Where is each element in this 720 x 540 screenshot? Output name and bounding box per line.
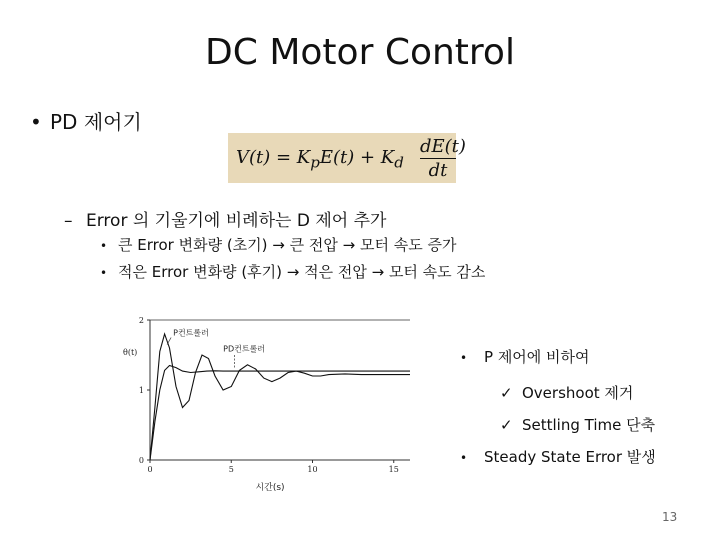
bullet-icon: •	[460, 451, 468, 465]
sub-item-label: 적은 Error 변화량 (후기) → 적은 전압 → 모터 속도 감소	[118, 263, 486, 281]
sub-bullet-d-control	[64, 206, 386, 231]
sub-bullet-label: Error 의 기울기에 비례하는 D 제어 추가	[86, 211, 387, 231]
formula-lhs: $V(t) = K_pE(t) + K_d$	[236, 147, 404, 172]
right-bullet-steady-state	[460, 446, 656, 467]
formula-fraction	[420, 136, 466, 181]
y-tick-label: 1	[138, 386, 144, 395]
sub-item-large-error	[100, 234, 456, 255]
sub-item-small-error	[100, 261, 485, 282]
annotation-pd-controller: PD컨트롤러	[223, 344, 266, 354]
check-settling-time	[500, 414, 655, 435]
fraction-denominator: dt	[428, 160, 448, 181]
check-label: Settling Time 단축	[522, 416, 656, 434]
x-tick-label: 0	[147, 465, 153, 474]
check-overshoot	[500, 382, 633, 403]
x-tick-label: 10	[307, 465, 318, 474]
bullet-label: PD 제어기	[50, 110, 142, 134]
pd-formula	[228, 133, 466, 183]
slide-title: DC Motor Control	[205, 32, 515, 73]
check-icon: ✓	[500, 416, 513, 434]
right-bullet-label: P 제어에 비하여	[484, 348, 590, 366]
bullet-icon: •	[30, 110, 42, 134]
bullet-icon: •	[460, 351, 468, 365]
right-bullet-label: Steady State Error 발생	[484, 448, 656, 466]
annotation-p-controller: P컨트롤러	[173, 328, 209, 338]
x-tick-label: 5	[228, 465, 234, 474]
pd-controller-line	[150, 366, 410, 461]
annotation-p-pointer	[167, 338, 171, 345]
right-bullet-compare	[460, 346, 590, 367]
dash-icon: –	[64, 211, 73, 231]
x-axis-label: 시간(s)	[255, 483, 285, 493]
y-axis-label: θ(t)	[123, 348, 138, 357]
x-tick-label: 15	[388, 465, 399, 474]
p-controller-line	[150, 334, 410, 460]
page-number: 13	[662, 510, 678, 524]
sub-item-label: 큰 Error 변화량 (초기) → 큰 전압 → 모터 속도 증가	[118, 236, 457, 254]
bullet-icon: •	[100, 239, 108, 253]
check-label: Overshoot 제거	[522, 384, 634, 402]
fraction-numerator: dE(t)	[420, 136, 466, 157]
bullet-icon: •	[100, 266, 108, 280]
check-icon: ✓	[500, 384, 513, 402]
step-response-chart	[120, 305, 420, 495]
y-tick-label: 0	[138, 456, 144, 465]
bullet-pd-controller	[30, 106, 142, 135]
y-tick-label: 2	[138, 316, 144, 325]
